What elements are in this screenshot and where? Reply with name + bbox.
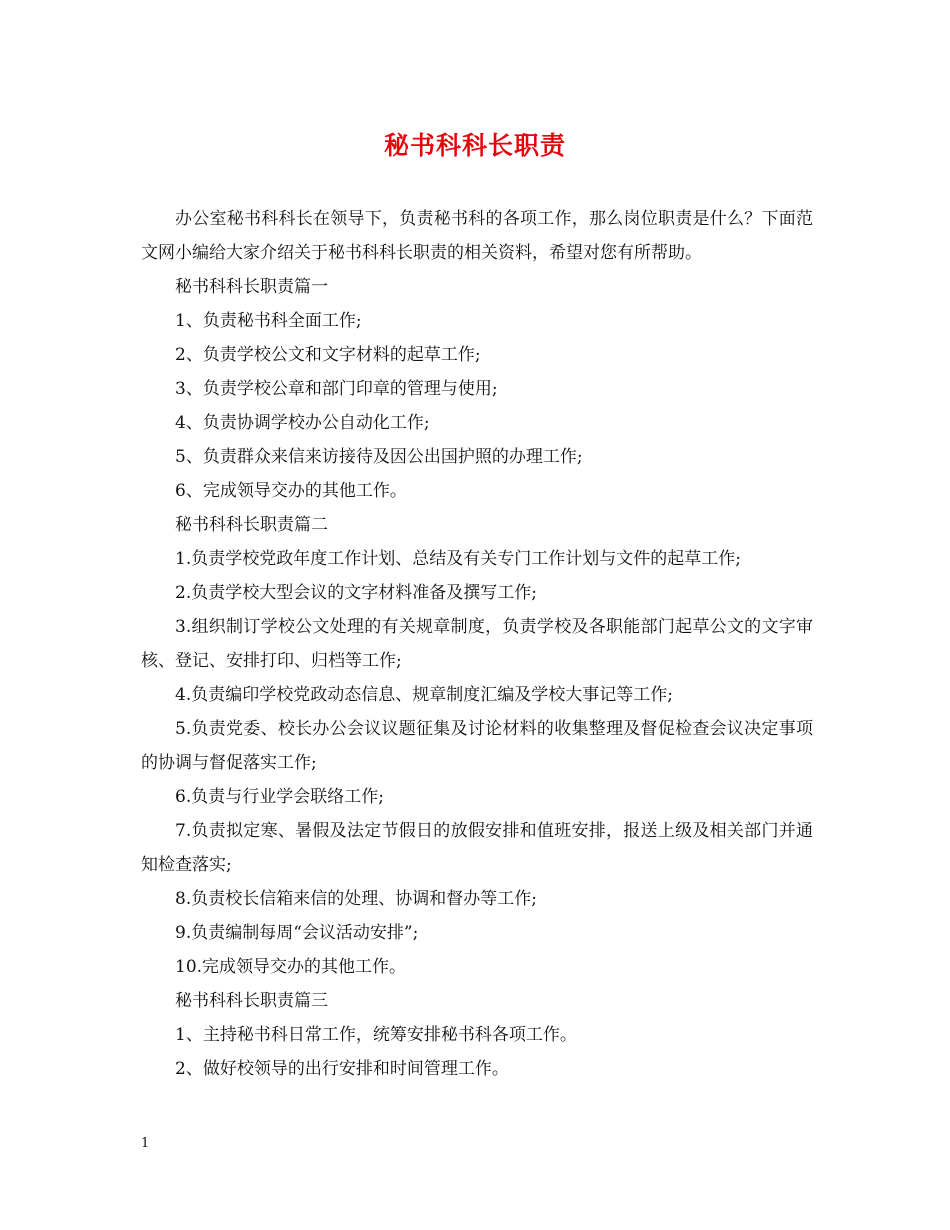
list-item: 1.负责学校党政年度工作计划、总结及有关专门工作计划与文件的起草工作; bbox=[175, 549, 741, 569]
intro-paragraph: 办公室秘书科科长在领导下，负责秘书科的各项工作，那么岗位职责是什么？下面范文网小编给大家介绍关于秘书科科长职责的相关资料，希望对您有所帮助。 bbox=[141, 209, 813, 263]
list-item: 8.负责校长信箱来信的处理、协调和督办等工作; bbox=[175, 889, 537, 909]
list-item: 6.负责与行业学会联络工作; bbox=[175, 787, 384, 807]
list-item: 2、做好校领导的出行安排和时间管理工作。 bbox=[175, 1059, 509, 1079]
page-number: 1 bbox=[141, 1136, 150, 1151]
list-item: 5.负责党委、校长办公会议议题征集及讨论材料的收集整理及督促检查会议决定事项的协调与督促落实工作; bbox=[141, 719, 813, 773]
list-item: 7.负责拟定寒、暑假及法定节假日的放假安排和值班安排，报送上级及相关部门并通知检查落实; bbox=[141, 821, 813, 875]
list-item: 10.完成领导交办的其他工作。 bbox=[175, 957, 407, 977]
section-heading-3: 秘书科科长职责篇三 bbox=[175, 991, 328, 1011]
document-title: 秘书科科长职责 bbox=[383, 131, 566, 160]
list-item: 6、完成领导交办的其他工作。 bbox=[175, 481, 407, 501]
list-item: 2.负责学校大型会议的文字材料准备及撰写工作; bbox=[175, 583, 537, 603]
section-heading-2: 秘书科科长职责篇二 bbox=[175, 515, 328, 535]
section-heading-1: 秘书科科长职责篇一 bbox=[175, 277, 328, 297]
list-item: 5、负责群众来信来访接待及因公出国护照的办理工作; bbox=[175, 447, 583, 467]
document-body bbox=[141, 202, 813, 1086]
list-item: 3.组织制订学校公文处理的有关规章制度，负责学校及各职能部门起草公文的文字审核、登记、安排打印、归档等工作; bbox=[141, 617, 813, 671]
list-item: 1、主持秘书科日常工作，统筹安排秘书科各项工作。 bbox=[175, 1025, 577, 1045]
list-item: 9.负责编制每周“会议活动安排”; bbox=[175, 923, 419, 943]
list-item: 4.负责编印学校党政动态信息、规章制度汇编及学校大事记等工作; bbox=[175, 685, 673, 705]
list-item: 4、负责协调学校办公自动化工作; bbox=[175, 413, 430, 433]
list-item: 2、负责学校公文和文字材料的起草工作; bbox=[175, 345, 481, 365]
list-item: 3、负责学校公章和部门印章的管理与使用; bbox=[175, 379, 498, 399]
list-item: 1、负责秘书科全面工作; bbox=[175, 311, 362, 331]
